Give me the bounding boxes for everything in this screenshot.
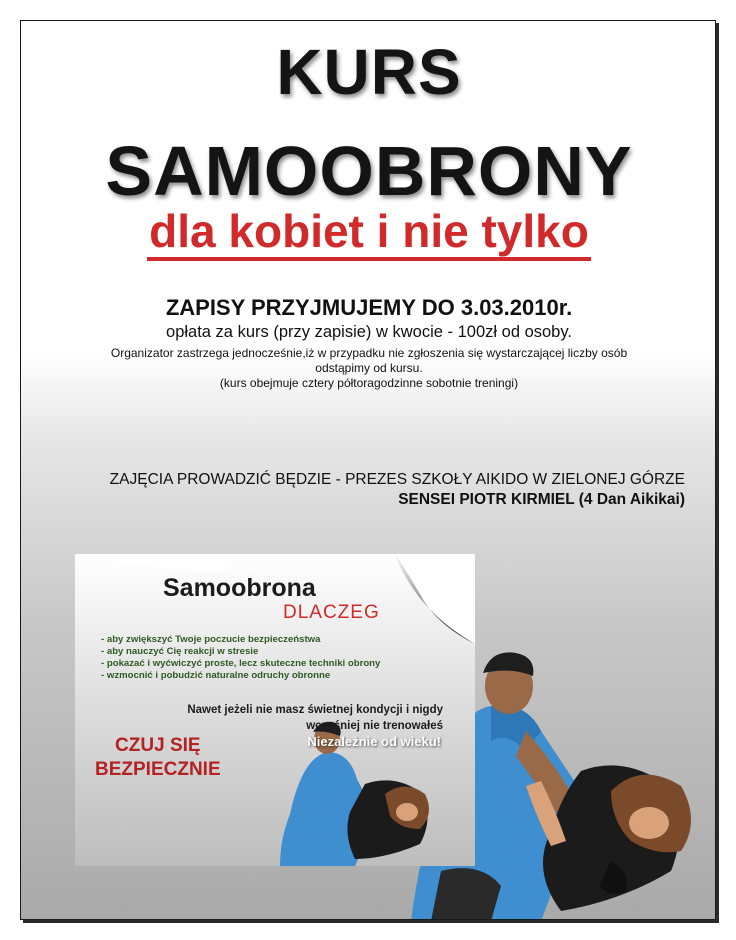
subtitle-text: dla kobiet i nie tylko — [147, 205, 591, 261]
instructor-name: SENSEI PIOTR KIRMIEL (4 Dan Aikikai) — [398, 491, 685, 508]
instructor-line: ZAJĘCIA PROWADZIĆ BĘDZIE - PREZES SZKOŁY AIKIDO W ZIELONEJ GÓRZE — [109, 471, 685, 488]
subtitle — [21, 204, 716, 258]
flyer-note-line2: wcześniej nie trenowałeś — [306, 720, 443, 732]
flyer-why: DLACZEG — [283, 602, 380, 623]
list-item: - aby zwiększyć Twoje poczucie bezpieczeństwa — [101, 634, 321, 645]
flyer-heading: Samoobrona — [163, 574, 316, 602]
title-kurs: KURS — [276, 36, 462, 108]
flyer-cta-line1: CZUJ SIĘ — [115, 735, 201, 756]
organizer-note: Organizator zastrzega jednocześnie,iż w przypadku nie zgłoszenia się wystarczającej liczby osób odstąpimy od kursu. — [110, 346, 628, 375]
registration-deadline: ZAPISY PRZYJMUJEMY DO 3.03.2010r. — [165, 295, 573, 320]
list-item: - pokazać i wyćwiczyć proste, lecz skuteczne techniki obrony — [101, 658, 381, 669]
flyer-age: Niezależnie od wieku! — [307, 734, 441, 749]
list-item: - wzmocnić i pobudzić naturalne odruchy obronne — [101, 670, 331, 681]
flyer-card — [75, 554, 475, 866]
flyer-cta-line2: BEZPIECZNIE — [95, 759, 221, 780]
course-fee: opłata za kurs (przy zapisie) w kwocie - 100zł od osoby. — [166, 323, 572, 341]
training-info: (kurs obejmuje cztery półtoragodzinne sobotnie treningi) — [219, 376, 519, 390]
flyer-benefits-list — [101, 634, 380, 682]
flyer-note — [143, 702, 443, 734]
flyer-note-line1: Nawet jeżeli nie masz świetnej kondycji i nigdy — [187, 704, 443, 716]
title-samoobrony: SAMOOBRONY — [105, 132, 633, 210]
list-item: - aby nauczyć Cię reakcji w stresie — [101, 646, 259, 657]
flyer-cta — [95, 734, 221, 782]
photo-collage — [21, 541, 716, 920]
poster-page — [20, 20, 716, 920]
